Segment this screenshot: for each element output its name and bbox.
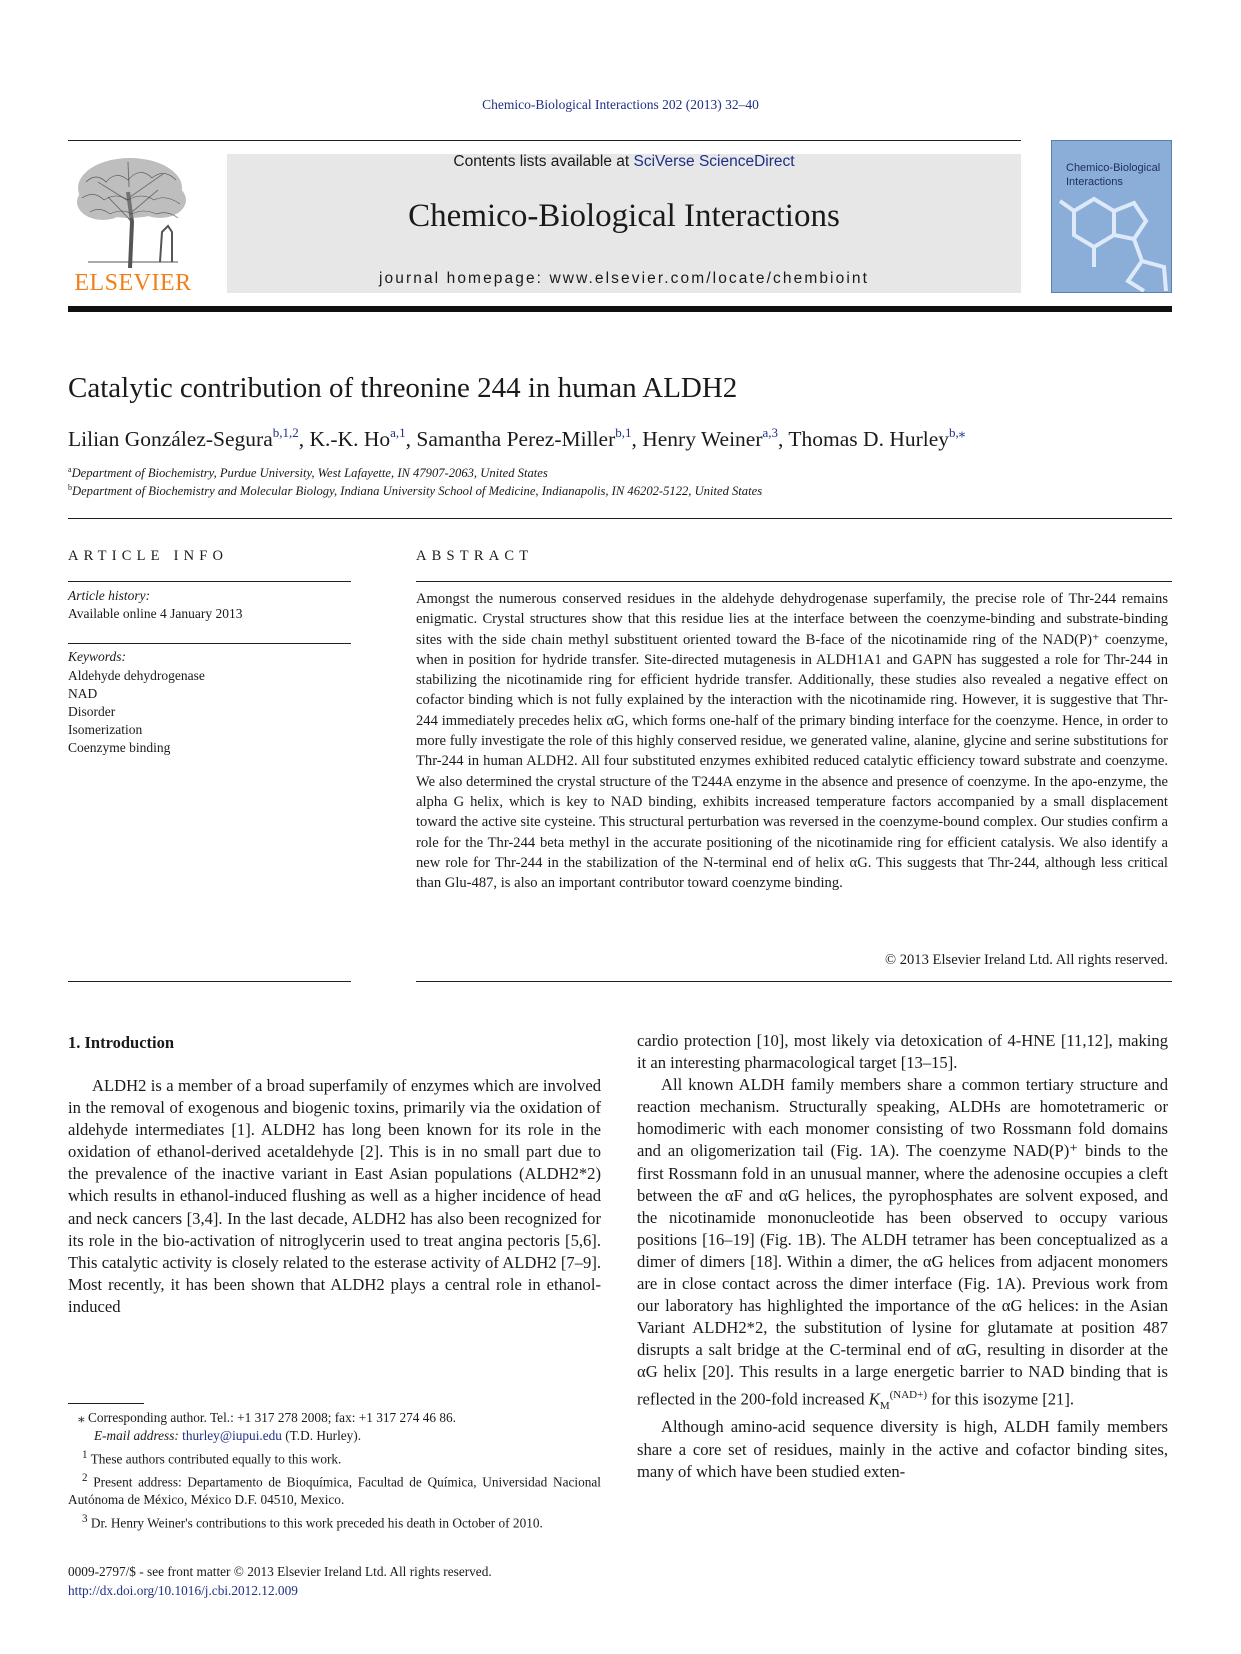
keywords-label: Keywords: [68, 649, 126, 664]
affiliation-text: Department of Biochemistry, Purdue University, West Lafayette, IN 47907-2063, United States [71, 466, 548, 480]
keywords-rule [68, 643, 351, 644]
author-separator: , [778, 427, 789, 451]
email-link[interactable]: thurley@iupui.edu [182, 1428, 282, 1444]
intro-paragraph-text: All known ALDH family members share a common tertiary structure and reaction mechanism. Structurally speaking, ALDHs are homotetrameric or homodimeric with each monomer consisting of two Rossmann fold domains and an oligomerization tail (Fig. 1A). The coenzyme NAD(P)⁺ binds to the first Rossmann fold in an unusual manner, where the adenosine occupies a cleft between the αF and αG helices, the pyrophosphates are solvent exposed, and the nicotinamide mononucleotide has been observed to occupy various positions [16–19] (Fig. 1B). The ALDH tetramer has been conceptualized as a dimer of dimers [18]. Within a dimer, the αG helices from adjacent monomers are in close contact across the dimer interface (Fig. 1A). Previous work from our laboratory has highlighted the importance of the αG helices: in the Asian Variant ALDH2*2, the substitution of lysine for glutamate at position 487 disrupts a salt bridge at the C-terminal end of αG, resulting in disorder at the αG helix [20]. This results in a large energetic barrier to NAD binding that is reflected in the 200-fold increased [637, 1075, 1168, 1409]
keyword-item: NAD [68, 686, 98, 701]
author-name: K.-K. Ho [309, 427, 391, 451]
author-affil-mark[interactable]: b,1 [615, 425, 632, 440]
affiliation-b [68, 483, 762, 499]
footnote-1 [68, 1446, 601, 1469]
article-info-rule [68, 581, 351, 582]
intro-paragraph: cardio protection [10], most likely via detoxication of 4-HNE [11,12], making it an interesting pharmacological target [13–15]. [637, 1031, 1168, 1073]
sciencedirect-link[interactable]: SciVerse ScienceDirect [633, 153, 795, 170]
affiliation-mark: b [68, 483, 72, 492]
keyword-item: Isomerization [68, 722, 143, 737]
author-name: Thomas D. Hurley [788, 427, 950, 451]
footnote-mark: 1 [82, 1448, 88, 1461]
footnote-email [68, 1427, 601, 1445]
author-name: Samantha Perez-Miller [416, 427, 616, 451]
abstract-heading: ABSTRACT [416, 548, 534, 564]
author-name: Lilian González-Segura [68, 427, 273, 451]
keyword-item: Disorder [68, 704, 116, 719]
email-suffix: (T.D. Hurley). [281, 1428, 362, 1444]
author-separator: , [631, 427, 643, 451]
header-top-rule [68, 140, 1021, 141]
author-affil-mark[interactable]: a,3 [762, 425, 779, 440]
footnote-mark: 3 [82, 1512, 88, 1525]
front-matter-line: 0009-2797/$ - see front matter © 2013 Elsevier Ireland Ltd. All rights reserved. [68, 1564, 492, 1579]
km-superscript: (NAD+) [889, 1388, 927, 1401]
keyword-item: Coenzyme binding [68, 740, 171, 755]
footnote-mark: ⁎ [78, 1410, 85, 1425]
intro-left-column [68, 1075, 601, 1318]
section-heading-introduction: 1. Introduction [68, 1033, 175, 1052]
author-separator: , [405, 427, 417, 451]
footnote-text: Corresponding author. Tel.: +1 317 278 2008; fax: +1 317 274 46 86. [87, 1410, 456, 1425]
intro-paragraph: Although amino-acid sequence diversity is high, ALDH family members share a core set of residues, mainly in the active and cofactor binding sites, many of which have been studied exten- [637, 1417, 1168, 1481]
footnotes [68, 1409, 601, 1533]
abstract-text: Amongst the numerous conserved residues in the aldehyde dehydrogenase superfamily, the precise role of Thr-244 remains enigmatic. Crystal structures show that this residue lies at the interface between the coenzyme-binding and substrate-binding sites with the side chain methyl substituent oriented toward the B-face of the nicotinamide ring of the NAD(P)⁺ coenzyme, when in position for hydride transfer. Site-directed mutagenesis in ALDH1A1 and GAPN has suggested a role for Thr-244 in stabilizing the nicotinamide ring for efficient hydride transfer. Additionally, these studies also revealed a negative effect on cofactor binding which is not fully explained by the interaction with the nicotinamide ring. However, it is suggestive that Thr-244 immediately precedes helix αG, which forms one-half of the primary binding interface for the coenzyme. Hence, in order to more fully investigate the role of this highly conserved residue, we generated valine, alanine, glycine and serine substitutions for Thr-244 in human ALDH2. All four substituted enzymes exhibited reduced catalytic efficiency toward substrate and coenzyme. We also determined the crystal structure of the T244A enzyme in the absence and presence of coenzyme. In the apo-enzyme, the alpha G helix, which is key to NAD binding, exhibits increased temperature factors accompanied by a small displacement toward the active site cysteine. This structural perturbation was reversed in the coenzyme-bound complex. Our studies confirm a role for the Thr-244 beta methyl in the accurate positioning of the nicotinamide ring for efficient catalysis. We also identify a new role for Thr-244 in the stabilization of the N-terminal end of helix αG. This suggests that Thr-244, although less critical than Glu-487, is also an important contributor toward coenzyme binding. [416, 591, 1168, 892]
article-history-value: Available online 4 January 2013 [68, 606, 243, 621]
article-history-label: Article history: [68, 588, 151, 603]
contents-line [227, 153, 1021, 171]
elsevier-logo-text[interactable]: ELSEVIER [74, 270, 192, 296]
keyword-item: Aldehyde dehydrogenase [68, 668, 205, 683]
abstract-copyright: © 2013 Elsevier Ireland Ltd. All rights reserved. [884, 952, 1168, 968]
header-bottom-rule [68, 306, 1172, 312]
article-info-bottom-rule [68, 981, 351, 982]
journal-homepage[interactable]: journal homepage: www.elsevier.com/locate/chembioint [378, 270, 869, 287]
footnote-corresponding [68, 1409, 601, 1427]
email-label: E-mail address: [94, 1428, 183, 1444]
journal-cover[interactable] [1051, 140, 1172, 293]
affiliation-mark: a [68, 465, 72, 474]
footnote-text: Present address: Departamento de Bioquímica, Facultad de Química, Universidad Nacional Autónoma de México, México D.F. 04510, Mexico. [68, 1474, 601, 1508]
footnote-mark: 2 [82, 1471, 88, 1484]
contents-prefix: Contents lists available at [453, 153, 634, 170]
abstract-bottom-rule [416, 981, 1172, 982]
author-affil-mark[interactable]: a,1 [390, 425, 406, 440]
intro-right-column [637, 1030, 1168, 1483]
intro-paragraph-text-end: for this isozyme [21]. [927, 1389, 1075, 1409]
km-symbol: K [868, 1389, 880, 1409]
author-separator: , [298, 427, 310, 451]
abstract-rule [416, 581, 1172, 582]
km-subscript: M [879, 1399, 890, 1412]
molecule-structure-icon [1052, 141, 1172, 293]
footnote-2 [68, 1469, 601, 1510]
article-title: Catalytic contribution of threonine 244 in human ALDH2 [68, 372, 738, 404]
footnote-3 [68, 1510, 601, 1533]
affiliation-rule [68, 518, 1172, 519]
affiliation-a [68, 465, 548, 481]
journal-citation[interactable]: Chemico-Biological Interactions 202 (2013) 32–40 [482, 97, 759, 112]
intro-paragraph: ALDH2 is a member of a broad superfamily of enzymes which are involved in the removal of exogenous and biogenic toxins, primarily via the oxidation of aldehyde intermediates [1]. ALDH2 has long been known for its role in the oxidation of ethanol-derived acetaldehyde [2]. This is in no small part due to the prevalence of the inactive variant in East Asian populations (ALDH2*2) which results in ethanol-induced flushing as well as a higher incidence of head and neck cancers [3,4]. In the last decade, ALDH2 has also been recognized for its role in the bio-activation of nitroglycerin used to treat angina pectoris [5,6]. This catalytic activity is closely related to the esterase activity of ALDH2 [7–9]. Most recently, it has been shown that ALDH2 plays a central role in ethanol-induced [68, 1076, 601, 1316]
keywords-list [68, 667, 205, 757]
footnote-rule [68, 1403, 144, 1404]
author-name: Henry Weiner [642, 427, 763, 451]
affiliation-text: Department of Biochemistry and Molecular Biology, Indiana University School of Medicine, Indianapolis, IN 46202-5122, United States [72, 484, 763, 498]
doi-link[interactable]: http://dx.doi.org/10.1016/j.cbi.2012.12.009 [68, 1583, 298, 1598]
intro-paragraph [637, 1074, 1168, 1416]
author-affil-mark[interactable]: b,⁎ [949, 425, 966, 440]
cover-title-line2: Interactions [1066, 176, 1123, 188]
journal-name: Chemico-Biological Interactions [408, 198, 840, 234]
footnote-text: Dr. Henry Weiner's contributions to this work preceded his death in October of 2010. [90, 1515, 543, 1531]
cover-title-line1: Chemico-Biological [1066, 162, 1161, 174]
article-info-heading: ARTICLE INFO [68, 548, 229, 564]
author-affil-mark[interactable]: b,1,2 [272, 425, 299, 440]
footnote-text: These authors contributed equally to this work. [90, 1451, 342, 1467]
author-list [68, 425, 965, 452]
